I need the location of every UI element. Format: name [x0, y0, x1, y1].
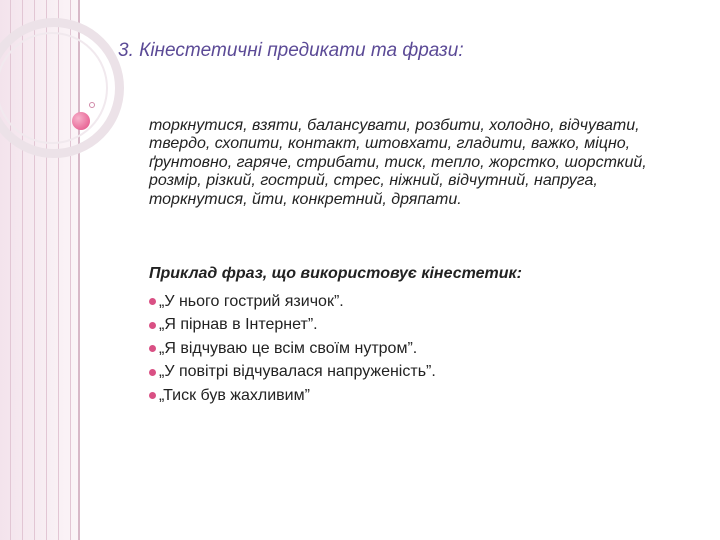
examples-list: [149, 290, 436, 408]
pink-dot-icon: [72, 112, 90, 130]
bullet-icon: [149, 322, 156, 329]
bullet-icon: [149, 369, 156, 376]
list-item: [149, 314, 436, 338]
predicates-paragraph: торкнутися, взяти, балансувати, розбити, холодно, відчувати, твердо, схопити, контакт, штовхати, гладити, важко, міцно, ґрунтовно, гаряче, стрибати, тиск, тепло, жорстко, шорсткий, розмір, різкий, гострий, стрес, ніжний, відчутний, напруга, торкнутися, йти, конкретний, дряпати.: [149, 117, 647, 208]
list-item: [149, 337, 436, 361]
list-item: [149, 290, 436, 314]
bullet-icon: [149, 298, 156, 305]
slide-title: 3. Кінестетичні предикати та фрази:: [118, 40, 464, 61]
example-phrase: „У нього гострий язичок”.: [159, 292, 344, 310]
list-item: [149, 384, 436, 408]
decorative-inner-ring-icon: [0, 32, 108, 144]
example-phrase: „У повітрі відчувалася напруженість”.: [159, 363, 436, 381]
bullet-icon: [149, 345, 156, 352]
list-item: [149, 361, 436, 385]
example-phrase: „Я пірнав в Інтернет”.: [159, 316, 318, 334]
example-phrase: „Тиск був жахливим”: [159, 386, 310, 404]
bullet-icon: [149, 392, 156, 399]
example-phrase: „Я відчуваю це всім своїм нутром”.: [159, 339, 418, 357]
small-circle-icon: [89, 102, 95, 108]
examples-heading: Приклад фраз, що використовує кінестетик:: [149, 265, 522, 282]
